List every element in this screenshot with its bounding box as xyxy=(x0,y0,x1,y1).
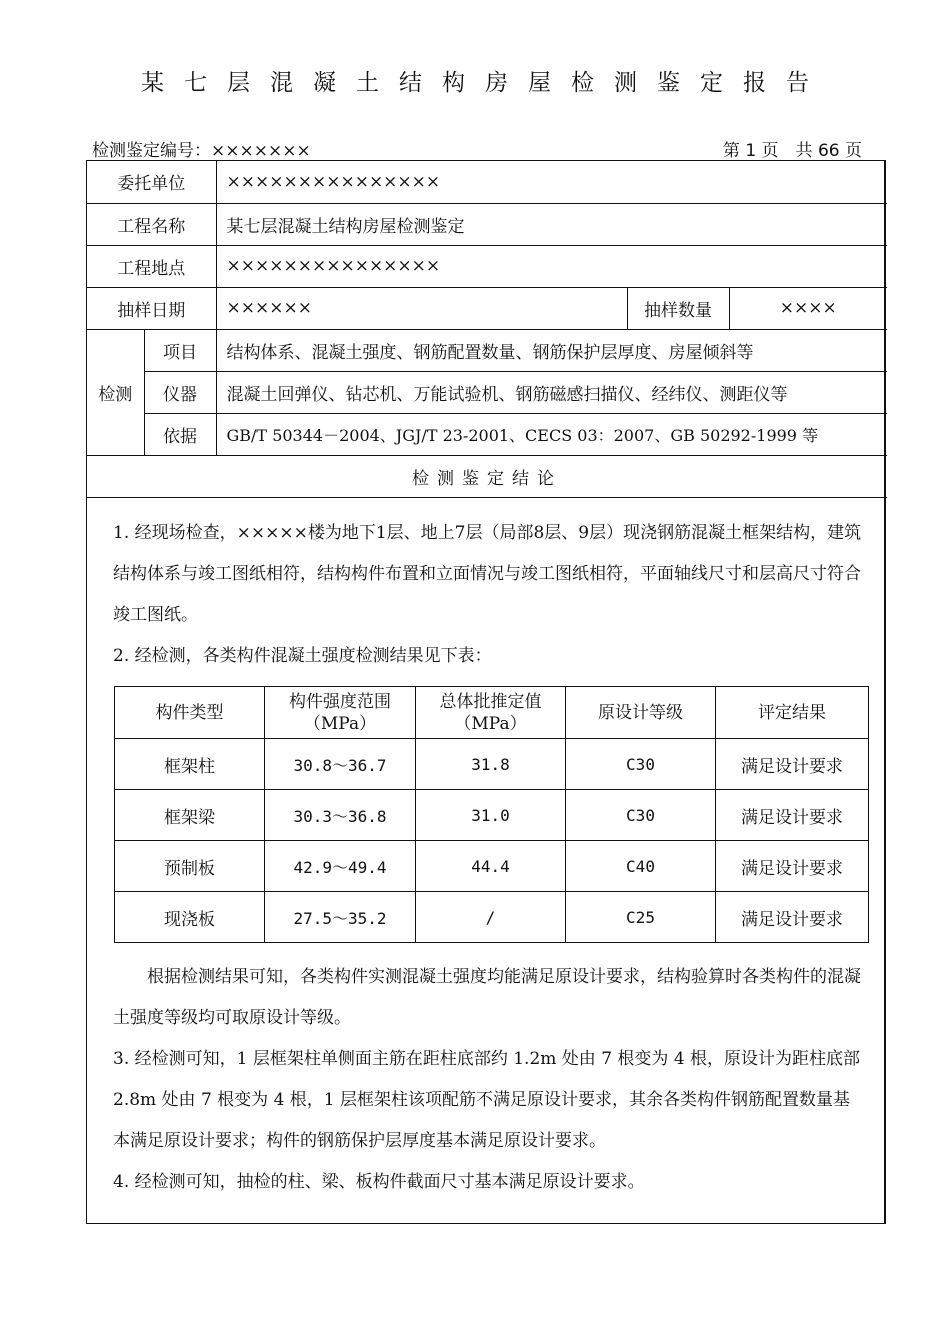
row-estimate: 44.4 xyxy=(416,841,566,892)
date-label: 抽样日期 xyxy=(87,287,216,329)
table-row xyxy=(115,841,869,892)
qty-value: ×××× xyxy=(729,287,887,329)
items-value: 结构体系、混凝土强度、钢筋配置数量、钢筋保护层厚度、房屋倾斜等 xyxy=(216,329,887,371)
row-estimate: 31.8 xyxy=(416,739,566,790)
row-type: 框架柱 xyxy=(115,739,265,790)
detect-label: 检测 xyxy=(87,329,144,455)
date-value: ×××××× xyxy=(216,287,627,329)
col-evaluation: 评定结果 xyxy=(716,687,869,739)
conclusion-heading: 检测鉴定结论 xyxy=(87,455,887,497)
col-type: 构件类型 xyxy=(115,687,265,739)
project-row xyxy=(87,203,887,245)
row-result: 满足设计要求 xyxy=(716,841,869,892)
instrument-label: 仪器 xyxy=(144,371,216,413)
row-result: 满足设计要求 xyxy=(716,739,869,790)
site-value: ××××××××××××××× xyxy=(216,245,887,287)
row-range: 30.3～36.8 xyxy=(265,790,416,841)
col-estimate xyxy=(416,687,566,739)
conclusion-paragraph-4: 3. 经检测可知，1 层框架柱单侧面主筋在距柱底部约 1.2m 处由 7 根变为 4 根，原设计为距柱底部 2.8m 处由 7 根变为 4 根，1 层框架柱该项配筋不满足原设计要求，其余各类构件钢筋配置数量基本满足原设计要求；构件的钢筋保护层厚度基本满足原设计要求。 xyxy=(113,1049,861,1151)
conclusion-head-row xyxy=(87,455,887,497)
row-grade: C30 xyxy=(566,739,716,790)
col-design-grade: 原设计等级 xyxy=(566,687,716,739)
instrument-row xyxy=(87,371,887,413)
items-row xyxy=(87,329,887,371)
basis-label: 依据 xyxy=(144,413,216,455)
info-table xyxy=(87,161,887,498)
row-grade: C40 xyxy=(566,841,716,892)
page-indicator: 第 1 页 共 66 页 xyxy=(722,141,862,161)
row-type: 现浇板 xyxy=(115,892,265,943)
items-label: 项目 xyxy=(144,329,216,371)
conclusion-block-1 xyxy=(113,513,864,677)
client-row xyxy=(87,161,887,203)
col-range-title: 构件强度范围 xyxy=(289,691,391,712)
col-estimate-title: 总体批推定值 xyxy=(439,691,542,712)
report-title: 某七层混凝土结构房屋检测鉴定报告 xyxy=(141,70,829,96)
conclusion-paragraph-2: 2. 经检测，各类构件混凝土强度检测结果见下表： xyxy=(113,646,492,666)
row-range: 42.9～49.4 xyxy=(265,841,416,892)
project-label: 工程名称 xyxy=(87,203,216,245)
col-range xyxy=(265,687,416,739)
project-value: 某七层混凝土结构房屋检测鉴定 xyxy=(216,203,887,245)
client-value: ××××××××××××××× xyxy=(216,161,887,203)
site-label: 工程地点 xyxy=(87,245,216,287)
conclusion-block-2 xyxy=(113,957,864,1203)
instrument-value: 混凝土回弹仪、钻芯机、万能试验机、钢筋磁感扫描仪、经纬仪、测距仪等 xyxy=(216,371,887,413)
report-frame xyxy=(86,160,886,1224)
basis-value: GB/T 50344－2004、JGJ/T 23-2001、CECS 03：2007、GB 50292-1999 等 xyxy=(216,413,887,455)
col-estimate-unit: （MPa） xyxy=(454,713,527,734)
basis-row xyxy=(87,413,887,455)
conclusion-paragraph-1: 1. 经现场检查，×××××楼为地下1层、地上7层（局部8层、9层）现浇钢筋混凝土框架结构，建筑结构体系与竣工图纸相符，结构构件布置和立面情况与竣工图纸相符，平面轴线尺寸和层高尺寸符合竣工图纸。 xyxy=(113,523,862,625)
row-grade: C30 xyxy=(566,790,716,841)
strength-table-header xyxy=(115,687,869,739)
report-code: 检测鉴定编号：××××××× xyxy=(92,141,311,161)
conclusion-paragraph-5: 4. 经检测可知，抽检的柱、梁、板构件截面尺寸基本满足原设计要求。 xyxy=(113,1172,645,1192)
row-type: 预制板 xyxy=(115,841,265,892)
row-range: 30.8～36.7 xyxy=(265,739,416,790)
row-result: 满足设计要求 xyxy=(716,892,869,943)
client-label: 委托单位 xyxy=(87,161,216,203)
site-row xyxy=(87,245,887,287)
table-row xyxy=(115,790,869,841)
conclusion-paragraph-3: 根据检测结果可知，各类构件实测混凝土强度均能满足原设计要求，结构验算时各类构件的混凝土强度等级均可取原设计等级。 xyxy=(113,967,861,1028)
row-estimate: 31.0 xyxy=(416,790,566,841)
sampling-row xyxy=(87,287,887,329)
table-row xyxy=(115,739,869,790)
row-result: 满足设计要求 xyxy=(716,790,869,841)
row-range: 27.5～35.2 xyxy=(265,892,416,943)
strength-table xyxy=(114,686,869,943)
row-grade: C25 xyxy=(566,892,716,943)
col-range-unit: （MPa） xyxy=(303,713,377,734)
row-type: 框架梁 xyxy=(115,790,265,841)
table-row xyxy=(115,892,869,943)
row-estimate: / xyxy=(416,892,566,943)
qty-label: 抽样数量 xyxy=(627,287,729,329)
